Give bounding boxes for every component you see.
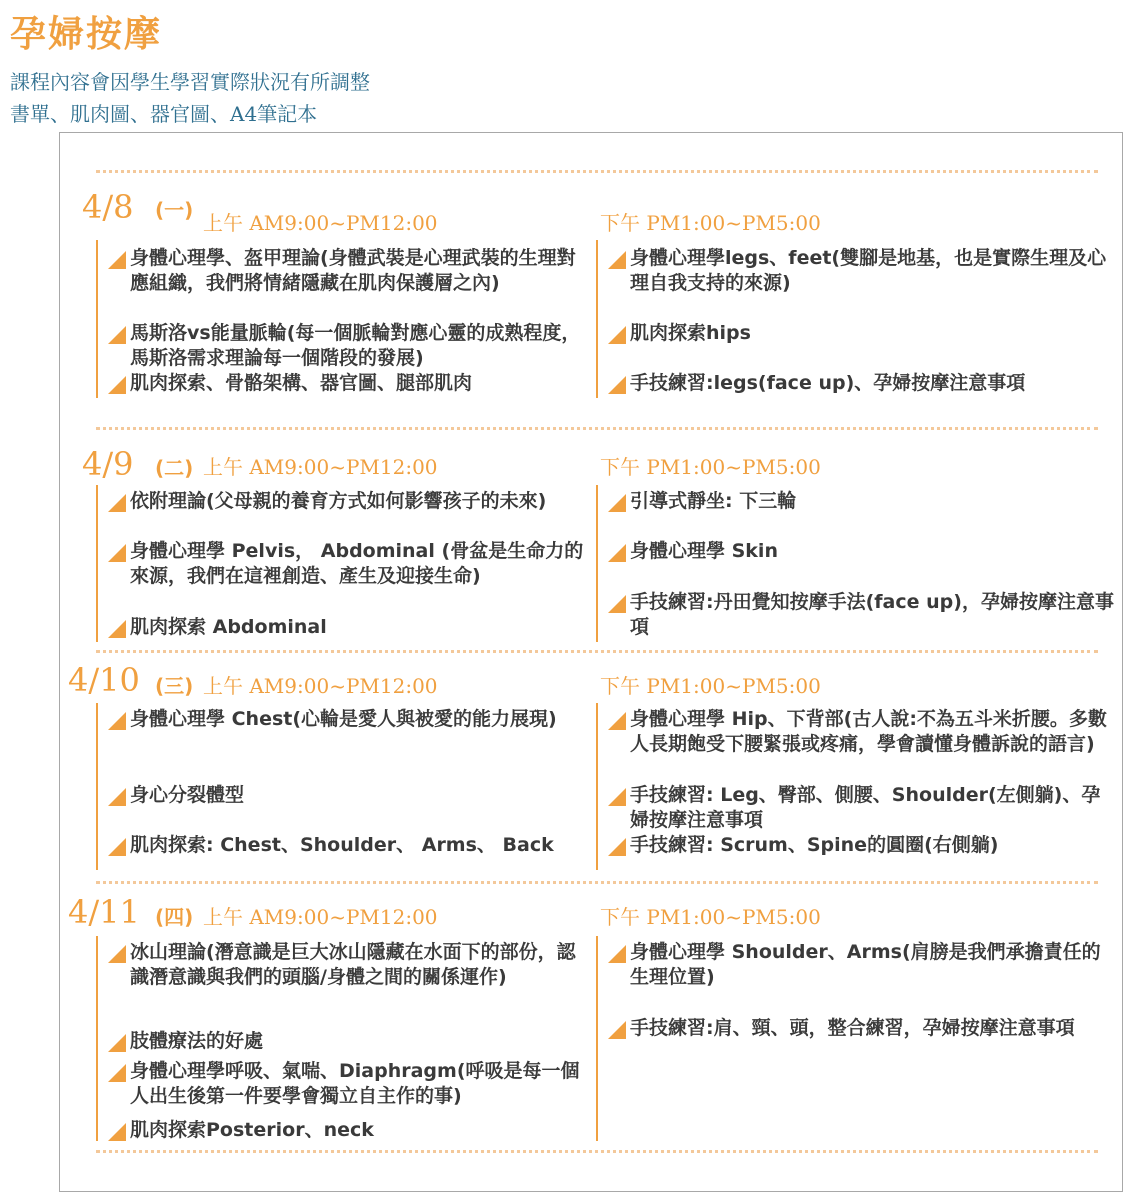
list-item: 身心分裂體型 (108, 783, 586, 808)
list-item: 肌肉探索hips (608, 321, 1116, 346)
triangle-bullet-icon (608, 1021, 626, 1039)
triangle-bullet-icon (108, 326, 126, 344)
list-item: 身體心理學、盔甲理論(身體武裝是心理武裝的生理對應組織，我們將情緒隱藏在肌肉保護層之內) (108, 246, 586, 296)
pm-time-label: 下午 PM1:00~PM5:00 (600, 211, 821, 235)
triangle-bullet-icon (608, 712, 626, 730)
day-weekday: (一) (155, 198, 194, 222)
separator (96, 650, 1098, 653)
list-item: 肌肉探索Posterior、neck (108, 1118, 586, 1143)
pm-time-label: 下午 PM1:00~PM5:00 (600, 455, 821, 479)
am-time-label: 上午 AM9:00~PM12:00 (203, 674, 438, 698)
triangle-bullet-icon (608, 494, 626, 512)
triangle-bullet-icon (108, 494, 126, 512)
triangle-bullet-icon (608, 544, 626, 562)
triangle-bullet-icon (108, 1034, 126, 1052)
list-item: 手技練習: Scrum、Spine的圓圈(右側躺) (608, 833, 1116, 858)
am-column (96, 485, 586, 642)
day-date: 4/8 (82, 188, 134, 226)
list-item: 身體心理學 Chest(心輪是愛人與被愛的能力展現) (108, 707, 586, 732)
pm-column (596, 485, 1116, 642)
triangle-bullet-icon (108, 1123, 126, 1141)
separator (96, 881, 1098, 884)
pm-column (596, 240, 1116, 398)
triangle-bullet-icon (108, 1064, 126, 1082)
list-item: 身體心理學 Hip、下背部(古人說:不為五斗米折腰。多數人長期飽受下腰緊張或疼痛，學會讀懂身體訴說的語言) (608, 707, 1116, 757)
triangle-bullet-icon (108, 838, 126, 856)
pm-column (596, 936, 1116, 1141)
pm-time-label: 下午 PM1:00~PM5:00 (600, 674, 821, 698)
triangle-bullet-icon (608, 838, 626, 856)
am-column (96, 703, 586, 870)
separator (96, 427, 1098, 430)
list-item: 身體心理學呼吸、氣喘、Diaphragm(呼吸是每一個人出生後第一件要學會獨立自主作的事) (108, 1059, 586, 1109)
separator (96, 1150, 1098, 1153)
am-column (96, 240, 586, 398)
list-item: 手技練習:legs(face up)、孕婦按摩注意事項 (608, 371, 1116, 396)
list-item: 馬斯洛vs能量脈輪(每一個脈輪對應心靈的成熟程度，馬斯洛需求理論每一個階段的發展) (108, 321, 586, 371)
triangle-bullet-icon (608, 945, 626, 963)
day-weekday: (四) (155, 905, 194, 929)
triangle-bullet-icon (108, 620, 126, 638)
triangle-bullet-icon (608, 788, 626, 806)
list-item: 肌肉探索、骨骼架構、器官圖、腿部肌肉 (108, 371, 586, 396)
am-column (96, 936, 586, 1141)
list-item: 身體心理學legs、feet(雙腳是地基，也是實際生理及心理自我支持的來源) (608, 246, 1116, 296)
subtitle-materials: 書單、肌肉圖、器官圖、A4筆記本 (10, 102, 318, 126)
list-item: 手技練習:肩、頸、頭，整合練習，孕婦按摩注意事項 (608, 1016, 1116, 1041)
list-item: 手技練習: Leg、臀部、側腰、Shoulder(左側躺)、孕婦按摩注意事項 (608, 783, 1116, 833)
day-date: 4/11 (68, 893, 140, 931)
triangle-bullet-icon (108, 251, 126, 269)
day-weekday: (三) (155, 674, 194, 698)
list-item: 肢體療法的好處 (108, 1029, 586, 1054)
separator (96, 170, 1098, 173)
list-item: 身體心理學 Shoulder、Arms(肩膀是我們承擔責任的生理位置) (608, 940, 1116, 990)
am-time-label: 上午 AM9:00~PM12:00 (203, 211, 438, 235)
triangle-bullet-icon (608, 376, 626, 394)
triangle-bullet-icon (608, 595, 626, 613)
list-item: 身體心理學 Pelvis， Abdominal (骨盆是生命力的來源，我們在這裡創造、產生及迎接生命) (108, 539, 586, 589)
triangle-bullet-icon (608, 251, 626, 269)
triangle-bullet-icon (108, 544, 126, 562)
day-date: 4/9 (82, 445, 134, 483)
pm-column (596, 703, 1116, 870)
triangle-bullet-icon (108, 788, 126, 806)
list-item: 手技練習:丹田覺知按摩手法(face up)，孕婦按摩注意事項 (608, 590, 1116, 640)
list-item: 冰山理論(潛意識是巨大冰山隱藏在水面下的部份，認識潛意識與我們的頭腦/身體之間的關係運作) (108, 940, 586, 990)
am-time-label: 上午 AM9:00~PM12:00 (203, 455, 438, 479)
list-item: 肌肉探索 Abdominal (108, 615, 586, 640)
subtitle-note: 課程內容會因學生學習實際狀況有所調整 (10, 70, 370, 94)
triangle-bullet-icon (108, 376, 126, 394)
am-time-label: 上午 AM9:00~PM12:00 (203, 905, 438, 929)
triangle-bullet-icon (108, 712, 126, 730)
day-weekday: (二) (155, 456, 194, 480)
list-item: 身體心理學 Skin (608, 539, 1116, 564)
day-date: 4/10 (68, 661, 140, 699)
triangle-bullet-icon (608, 326, 626, 344)
list-item: 依附理論(父母親的養育方式如何影響孩子的未來) (108, 489, 586, 514)
triangle-bullet-icon (108, 945, 126, 963)
list-item: 肌肉探索: Chest、Shoulder、 Arms、 Back (108, 833, 586, 858)
page-title: 孕婦按摩 (10, 14, 163, 55)
list-item: 引導式靜坐: 下三輪 (608, 489, 1116, 514)
pm-time-label: 下午 PM1:00~PM5:00 (600, 905, 821, 929)
